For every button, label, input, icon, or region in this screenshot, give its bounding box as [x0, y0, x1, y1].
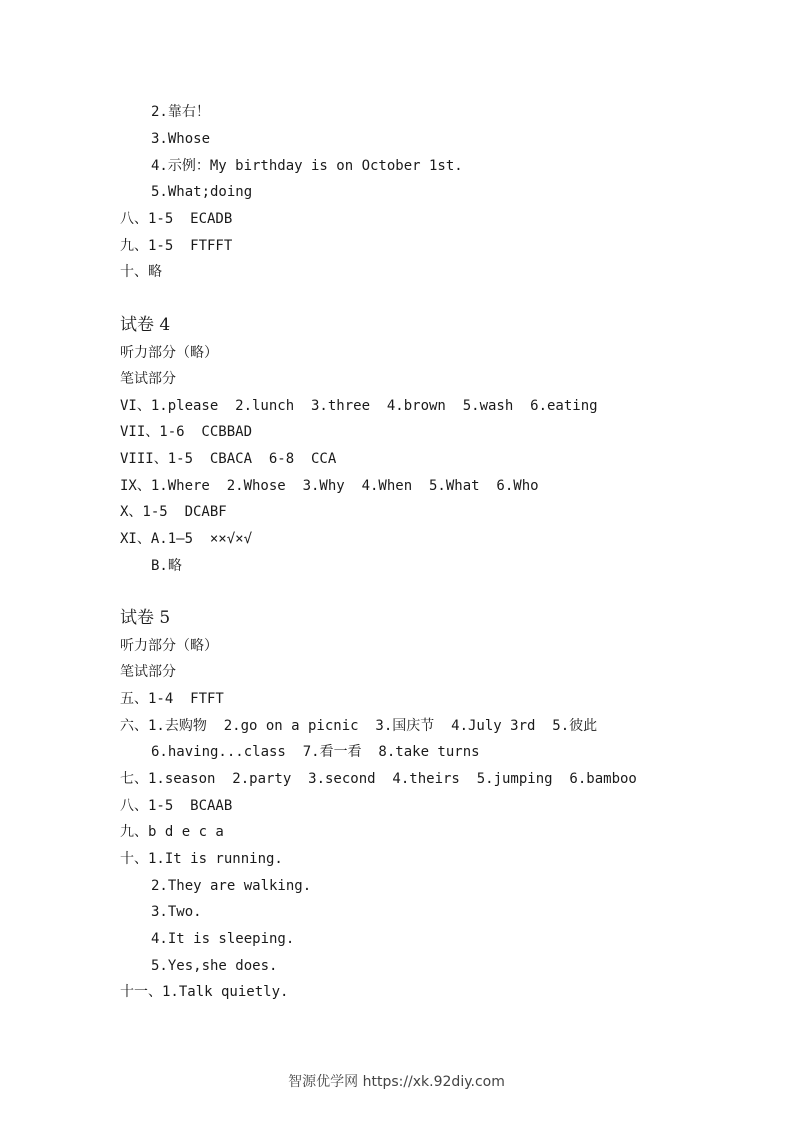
answer-line: IX、1.Where 2.Whose 3.Why 4.When 5.What 6.Who [120, 478, 539, 494]
answer-line: XI、A.1—5 ××√×√ [120, 531, 253, 547]
written-section-label: 笔试部分 [120, 371, 176, 387]
answer-line: 十、1.It is running. [120, 851, 283, 867]
answer-line: 六、1.去购物 2.go on a picnic 3.国庆节 4.July 3rd 5.彼此 [120, 718, 598, 734]
answer-line: VIII、1-5 CBACA 6-8 CCA [120, 451, 337, 467]
answer-line: 3.Whose [151, 131, 211, 147]
answer-line: 5.Yes,she does. [151, 958, 278, 974]
answer-line: 5.What;doing [151, 184, 253, 200]
answer-line: 十、略 [120, 264, 162, 280]
answer-line: 6.having...class 7.看一看 8.take turns [151, 744, 480, 760]
answer-line: 七、1.season 2.party 3.second 4.theirs 5.jumping 6.bamboo [120, 771, 637, 787]
answer-line: 九、1-5 FTFFT [120, 238, 233, 254]
answer-line: 九、b d e c a [120, 824, 224, 840]
answer-line: B.略 [151, 558, 182, 574]
answer-line: VI、1.please 2.lunch 3.three 4.brown 5.wash 6.eating [120, 398, 598, 414]
paper-5-title: 试卷 5 [120, 608, 171, 628]
footer-watermark: 智源优学网 https://xk.92diy.com [288, 1074, 505, 1090]
answer-line: 十一、1.Talk quietly. [120, 984, 289, 1000]
paper-4-title: 试卷 4 [120, 315, 171, 335]
written-section-label: 笔试部分 [120, 664, 176, 680]
listening-section-label: 听力部分（略） [120, 345, 218, 361]
answer-line: 4.It is sleeping. [151, 931, 295, 947]
answer-line: 八、1-5 ECADB [120, 211, 233, 227]
answer-line: 3.Two. [151, 904, 202, 920]
listening-section-label: 听力部分（略） [120, 638, 218, 654]
answer-line: 2.靠右！ [151, 104, 210, 120]
answer-line: X、1-5 DCABF [120, 504, 227, 520]
answer-line: 4.示例：My birthday is on October 1st. [151, 158, 463, 174]
answer-line: 2.They are walking. [151, 878, 312, 894]
answer-line: 八、1-5 BCAAB [120, 798, 233, 814]
answer-line: VII、1-6 CCBBAD [120, 424, 253, 440]
answer-line: 五、1-4 FTFT [120, 691, 224, 707]
